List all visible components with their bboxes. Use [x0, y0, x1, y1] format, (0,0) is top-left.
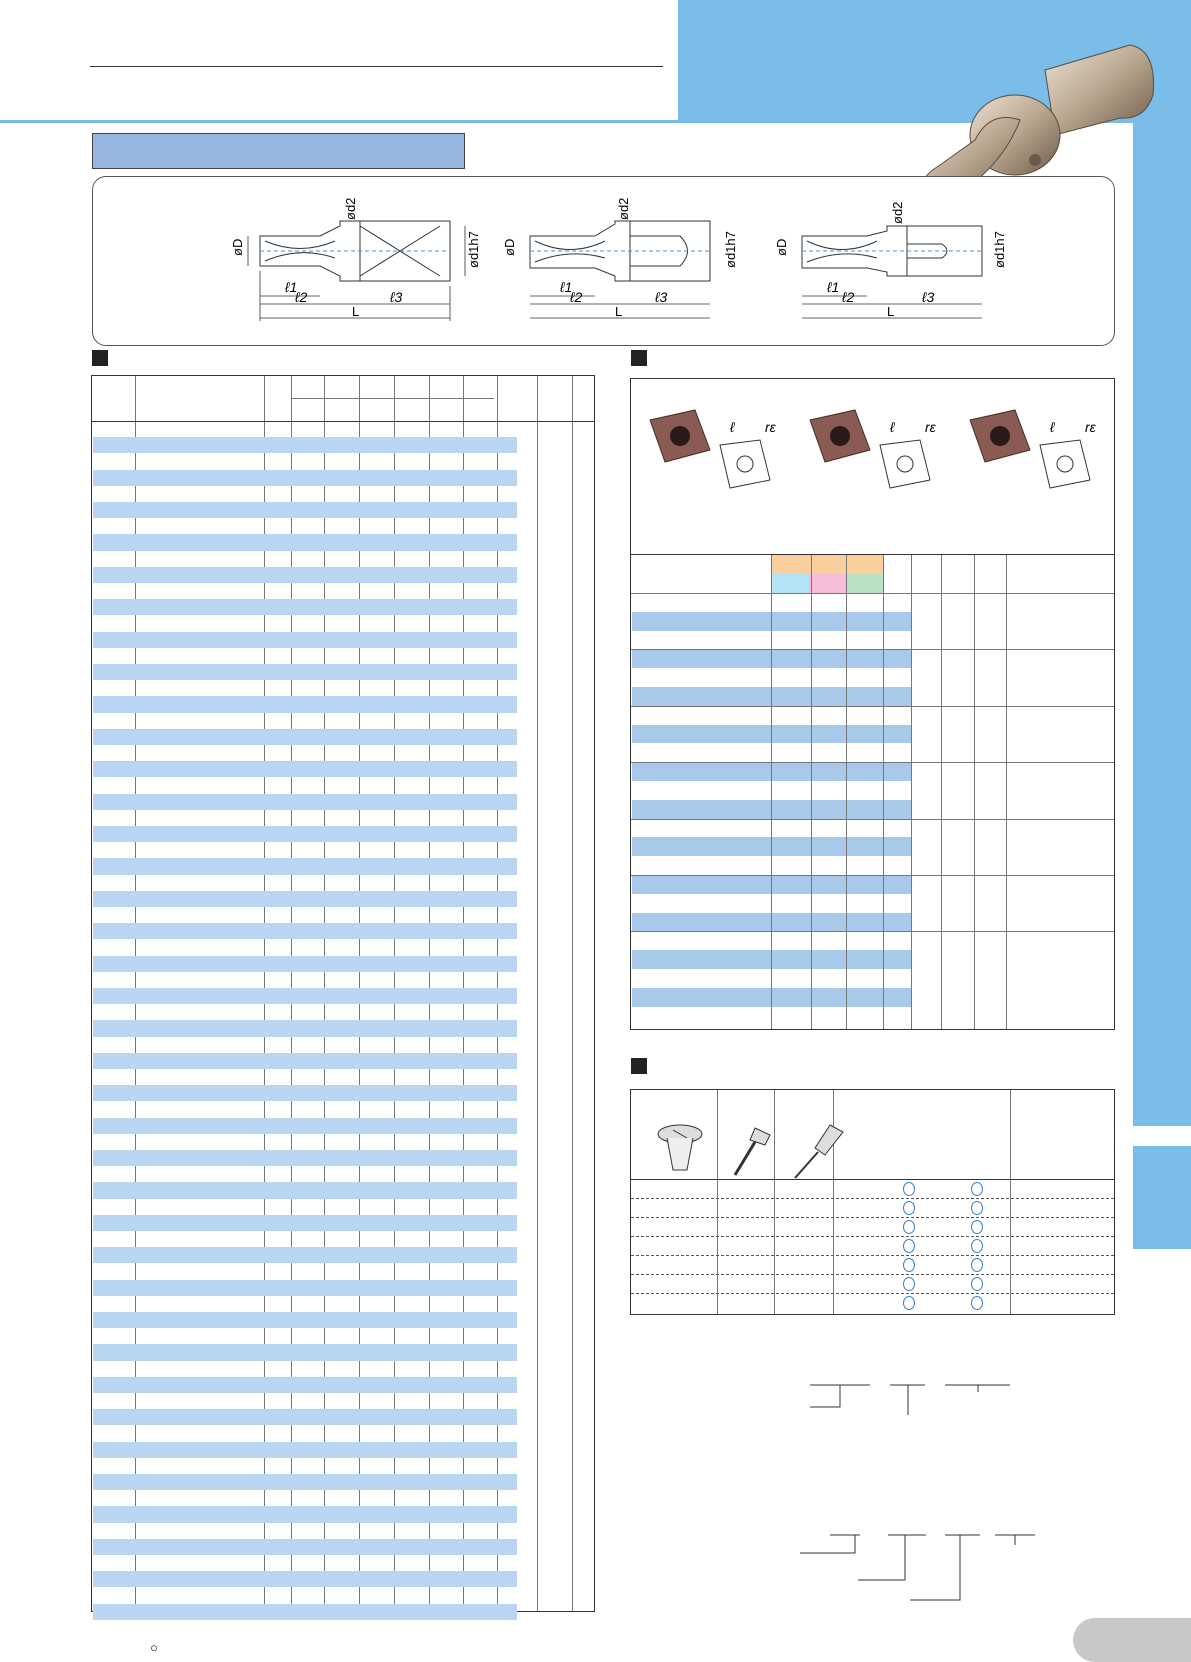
table-row [93, 1085, 517, 1101]
table-column-rule [883, 555, 884, 1029]
circle-marker [903, 1239, 915, 1253]
table-column-rule [1006, 555, 1007, 1029]
table-row-rule [631, 1198, 1114, 1200]
table-row [93, 826, 517, 842]
circle-marker [903, 1220, 915, 1234]
table-row-rule [631, 1274, 1114, 1276]
page-number-tab [1073, 1618, 1191, 1662]
table-row [93, 1053, 517, 1069]
label-L: L [887, 304, 895, 319]
drill-diagram-3 [774, 196, 1012, 336]
table-row [93, 632, 517, 648]
table-group-rule [631, 931, 1114, 932]
grade-header-green [846, 574, 883, 593]
table-row [93, 729, 517, 745]
table-row [93, 956, 517, 972]
table-row [93, 1118, 517, 1134]
table-group-rule [631, 649, 1114, 650]
label-L: L [615, 304, 623, 319]
table-row [93, 1604, 517, 1620]
table-column-rule [572, 376, 573, 1611]
table-row [93, 1442, 517, 1458]
table-column-rule [537, 376, 538, 1611]
circle-marker [971, 1296, 983, 1310]
table-row [93, 470, 517, 486]
circle-marker [903, 1296, 915, 1310]
table-column-rule [1010, 1090, 1011, 1314]
label-l3: ℓ3 [922, 289, 935, 305]
section-title-bar [92, 133, 465, 169]
designation-code-diagram [800, 1370, 1030, 1600]
table-row [93, 1377, 517, 1393]
label-l1: ℓ1 [560, 279, 573, 295]
label-od2: ød2 [616, 197, 631, 220]
label-L: L [352, 304, 360, 319]
circle-marker [903, 1258, 915, 1272]
table-row [93, 1182, 517, 1198]
side-tab-primary[interactable] [1133, 123, 1191, 1126]
section-marker-parts-table [631, 1058, 647, 1074]
screw-icon [658, 1125, 702, 1170]
torque-wrench-icon [735, 1128, 770, 1175]
table-row [93, 923, 517, 939]
insert-icon [640, 400, 1105, 510]
table-group-rule [631, 819, 1114, 820]
label-l3: ℓ3 [390, 289, 403, 305]
table-row [93, 1020, 517, 1036]
insert-spec-table [630, 554, 1115, 1030]
table-row [93, 1215, 517, 1231]
table-group-rule [631, 593, 1114, 594]
svg-text:rε: rε [765, 419, 776, 435]
table-row [93, 599, 517, 615]
drill-spec-table [91, 375, 595, 1612]
label-l3: ℓ3 [655, 289, 668, 305]
circle-marker [971, 1220, 983, 1234]
side-tab-secondary[interactable] [1133, 1146, 1191, 1249]
table-row [93, 891, 517, 907]
table-column-rule [811, 555, 812, 1029]
section-marker-drill-table [92, 350, 108, 366]
table-row [93, 761, 517, 777]
circle-marker [971, 1277, 983, 1291]
table-row [93, 534, 517, 550]
table-row [93, 1474, 517, 1490]
grade-header-cyan [771, 574, 809, 593]
table-row [93, 1280, 517, 1296]
circle-marker [903, 1277, 915, 1291]
table-group-rule [631, 875, 1114, 876]
table-row [93, 1539, 517, 1555]
table-row [93, 502, 517, 518]
grade-header-orange [771, 555, 883, 574]
table-row-rule [631, 1217, 1114, 1219]
table-row [93, 664, 517, 680]
label-l1: ℓ1 [827, 279, 840, 295]
label-od1h7: ød1h7 [723, 231, 738, 268]
label-od1h7: ød1h7 [992, 231, 1007, 268]
table-row [93, 1344, 517, 1360]
circle-marker [971, 1182, 983, 1196]
table-row [93, 1150, 517, 1166]
circle-marker [903, 1201, 915, 1215]
table-column-rule [771, 555, 772, 1029]
svg-text:ℓ: ℓ [730, 419, 735, 435]
label-l2: ℓ2 [295, 289, 308, 305]
parts-header-icons [645, 1120, 850, 1180]
label-od1h7: ød1h7 [466, 231, 481, 268]
screwdriver-icon [795, 1125, 843, 1178]
label-od: øD [502, 238, 517, 256]
table-row [93, 794, 517, 810]
label-od: øD [230, 238, 245, 256]
grade-header-pink [809, 574, 846, 593]
table-subheader-rule [291, 398, 494, 399]
table-row [93, 437, 517, 453]
table-row [93, 567, 517, 583]
label-od: øD [774, 238, 789, 256]
label-od2: ød2 [890, 201, 905, 224]
table-header-rule [92, 421, 594, 422]
table-row [93, 1312, 517, 1328]
circle-marker [971, 1258, 983, 1272]
table-row [93, 988, 517, 1004]
table-row [93, 1409, 517, 1425]
circle-marker [971, 1201, 983, 1215]
label-l2: ℓ2 [842, 289, 855, 305]
table-row [93, 696, 517, 712]
table-column-rule [974, 555, 975, 1029]
table-column-rule [941, 555, 942, 1029]
table-row [93, 1571, 517, 1587]
table-row [93, 1247, 517, 1263]
header-rule-band [0, 120, 678, 123]
table-row [93, 858, 517, 874]
label-l1: ℓ1 [285, 279, 298, 295]
header-title-rule [90, 66, 663, 67]
table-row-rule [631, 1236, 1114, 1238]
label-l2: ℓ2 [570, 289, 583, 305]
circle-marker [903, 1182, 915, 1196]
drill-diagram-1 [230, 196, 481, 336]
table-column-rule [846, 555, 847, 1029]
circle-marker [971, 1239, 983, 1253]
table-row [93, 1506, 517, 1522]
label-od2: ød2 [343, 197, 358, 220]
table-row-rule [631, 1255, 1114, 1257]
section-marker-insert-table [631, 350, 647, 366]
table-column-rule [911, 555, 912, 1029]
table-group-rule [631, 706, 1114, 707]
drill-diagram-2 [502, 196, 740, 336]
footnote-marker: ○ [150, 1640, 158, 1655]
table-group-rule [631, 762, 1114, 763]
table-row-rule [631, 1293, 1114, 1295]
